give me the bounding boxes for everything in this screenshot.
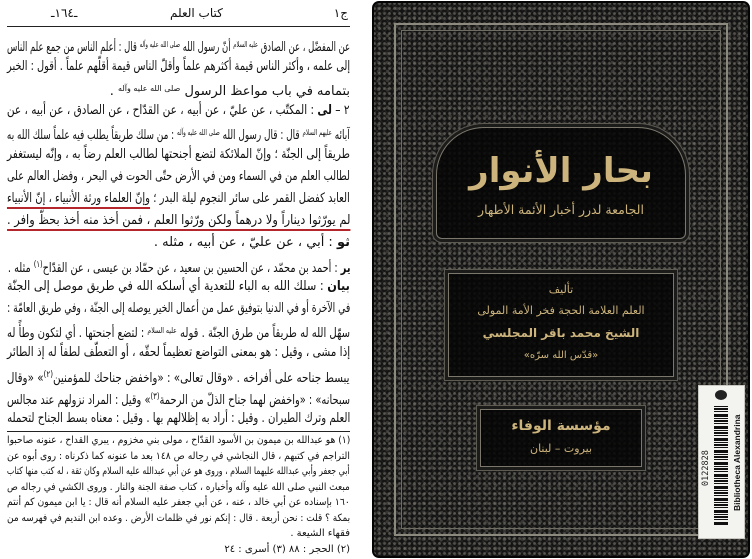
footnote-reference: (١) (33, 260, 43, 270)
cover-subtitle: الجامعة لدرر أخبار الأئمة الأطهار (478, 202, 644, 217)
text-line (7, 100, 350, 122)
honorific-ligature: عليه السلام (233, 40, 258, 49)
text-segment: » «وقال (7, 371, 45, 386)
text-line (7, 34, 350, 56)
footnote-line (7, 526, 350, 541)
cover-title: بحار الأنوار (469, 151, 653, 191)
text-line (7, 342, 350, 364)
footnote-line (7, 511, 350, 526)
source-abbreviation: بيان (327, 279, 350, 294)
footnote-text: بمكة ؟ قلت : نحن أربعة . قال : إنكم نور في ظلمات الأرض . وعده ابن النديم في فهرسه من (6, 512, 350, 524)
text-line-content (7, 276, 350, 298)
text-line-content (7, 210, 350, 232)
text-segment: : المكتّب ، عن عليّ ، عن أبيه ، عن القدّاح ، عن الصادق ، عن أبيه ، عن (7, 103, 318, 118)
publisher-name: مؤسسة الوفاء (511, 418, 611, 434)
footnote-line (7, 464, 350, 479)
text-segment: سهّل الله له طريقاً من طرق الجنّة . قوله (176, 326, 350, 341)
header-rule (7, 26, 350, 27)
honorific-ligature: عليه السلام (147, 326, 177, 335)
text-line (7, 320, 350, 342)
text-line (7, 254, 350, 276)
text-segment: » وقيل : المراد نزولهم عند مجالس (6, 393, 151, 408)
text-segment: إلى علمه ، وأكثر الناس قيمة أكثرهم علماً وأقلّ الناس قيمة أقلّهم علماً . أقول : الخبر (6, 59, 350, 74)
footnote-reference: (٣) (150, 392, 160, 402)
barcode (714, 406, 728, 526)
author-name: الشيخ محمد باقر المجلسي (482, 326, 640, 340)
footnote-separator (7, 431, 350, 432)
honorific-ligature: صلى الله عليه وآله (118, 84, 181, 93)
text-segment: لطالب العلم من في السماء ومن في الأرض حتّى الحوت في البحر ، وفضل العالم على (7, 169, 350, 184)
text-segment: . (109, 84, 119, 99)
text-line (7, 78, 350, 100)
text-line-content (7, 298, 350, 320)
footnote-line (7, 433, 350, 448)
text-segment: بتمامه في باب مواعظ الرسول (180, 84, 350, 99)
library-name: Bibliotheca Alexandrina (732, 414, 742, 512)
honorific-ligature: عليهم السلام (302, 128, 333, 137)
library-barcode-sticker (698, 385, 745, 539)
text-line-content (7, 56, 350, 78)
text-line (7, 364, 350, 386)
footnote-text: التراجم في كتبهم ، قال النجاشي في رجاله ص ١٤٨ بعد ما عنونه كما ذكرناه : روى أبوه عن (7, 450, 350, 462)
footnote-reference: (٢) (44, 370, 54, 380)
author-blessing: «قدّس الله سرّه» (523, 350, 599, 361)
honorific-ligature: صلى الله عليه وآله (177, 128, 221, 137)
text-segment: أنّ رسول الله (179, 40, 234, 55)
book-page-scan (7, 0, 350, 559)
text-segment: في الآخرة أو في الدنيا بتوفيق عمل من أعمال الخير يوصله إلى الجنّة ، وفي طريق العامّة : (6, 301, 350, 316)
text-segment: العابد كفضل القمر على سائر النجوم ليلة البدر ؛ (150, 191, 350, 206)
text-segment: : سلك الله به الباء للتعدية أي أسلكه الله في طريق موصل إلى الجنّة (7, 279, 328, 294)
text-segment: قال : قال رسول الله (220, 128, 303, 143)
red-underlined-text: وإنّ العلماء ورثة الأنبياء ، إنّ الأنبياء (7, 191, 151, 206)
source-abbreviation: ير (340, 261, 350, 276)
chapter-title: كتاب العلم (170, 6, 223, 20)
text-line (7, 188, 350, 210)
text-segment: سبحانه» : «واخفض لهما جناح الذلّ من الرحمة (159, 393, 350, 408)
text-line (7, 298, 350, 320)
barcode-number: 0122828 (701, 450, 711, 486)
footnote-line (7, 480, 350, 495)
book-cover (372, 1, 750, 558)
footnote-text: مبعث النبي صلى الله عليه وآله وأخباره ، كتاب صفة الجنة والنار . وروى الكشي في رجاله ص (7, 481, 350, 493)
text-segment: العلم وترك الطيران . وقيل : أراد به إظلالهم بها . وقيل : معناه بسط الجناح لتحمله (6, 411, 350, 426)
text-line (7, 144, 350, 166)
text-segment: : أبي ، عن عليّ ، عن أبيه ، مثله . (153, 235, 337, 250)
text-segment: قال : أعلم الناس من جمع علم الناس (6, 40, 140, 55)
text-segment: : من سلك طريقاً يطلب فيه علماً سلك الله به (7, 128, 178, 143)
text-line-content (7, 166, 350, 188)
text-line (7, 122, 350, 144)
text-line (7, 166, 350, 188)
text-segment: عن المفضّل ، عن الصادق (257, 40, 350, 55)
source-abbreviation: لى (317, 103, 333, 118)
author-titles: العلم العلامة الحجة فخر الأمة المولى (477, 304, 645, 317)
text-line-content (154, 232, 350, 254)
text-line (7, 276, 350, 298)
text-line (7, 408, 350, 430)
footnote-line (7, 542, 350, 557)
honorific-ligature: صلى الله عليه وآله (139, 40, 180, 49)
author-label: تأليف (548, 283, 574, 296)
library-logo-icon (715, 390, 727, 400)
text-segment: إذا مشى ، وقيل : هو بمعنى التواضع تعظيماً لحقّه ، أو التعطّف لطفاً له إذ الطائر (6, 345, 350, 360)
footnote-text: ١٦٠ بإسناده عن أبي خالد ، عنه ، عن أبي جعفر عليه السلام أنه قال : يا ابن ميمون كم أنتم (7, 497, 350, 508)
footnote-text: فقهاء الشيعة . (290, 528, 350, 539)
text-line-content (7, 144, 350, 166)
text-segment: يبسط جناحه على أفراخه . «وقال تعالى» : «واخفض جناحك للمؤمنين (53, 371, 350, 386)
text-segment: : لتضع أجنحتها . أي لتكون وطأً له (6, 326, 148, 341)
text-line (7, 386, 350, 408)
text-line (7, 232, 350, 254)
text-line-content (7, 342, 350, 364)
text-segment: ٢ – (332, 103, 350, 118)
footnote-text: (٢) الحجر : ٨٨ (٣) أسرى : ٢٤ (224, 543, 350, 555)
text-segment: آبائه (332, 128, 350, 143)
page-number: ـ١٦٤ـ (51, 6, 78, 20)
footnote-line (7, 449, 350, 464)
footnote-line (7, 495, 350, 510)
volume-number: ج١ (333, 6, 348, 20)
text-line-content (7, 188, 350, 210)
red-underlined-text: لم يورّثوا ديناراً ولا درهماً ولكن ورّثوا العلم ، فمن أخذ منه أخذ بحظّ وافر . (6, 213, 350, 228)
footnote-text: أبي جعفر وأبي عبدالله عليهما السلام ، وروى هو عن أبي عبدالله عليه السلام وكان ثقة ، له كتب منها كتاب (7, 466, 350, 477)
text-line-content (7, 408, 350, 430)
publisher-city: بيروت – لبنان (529, 442, 593, 455)
footnote-text: (١) هو عبدالله بن ميمون بن الأسود القدّاح ، مولى بني مخزوم ، يبري القداح ، عنونه صاحبوا (6, 435, 350, 446)
text-segment: : أحمد بن محمّد ، عن الحسين بن سعيد ، عن حمّاد بن عيسى ، عن القدّاح (42, 261, 341, 276)
text-line (7, 210, 350, 232)
text-segment: مثله . (7, 261, 34, 276)
text-line (7, 56, 350, 78)
text-segment: طريقاً إلى الجنّة ؛ وإنّ الملائكة لتضع أجنحتها لطالب العلم رضاً به ، وإنّه ليستغفر (7, 147, 350, 162)
text-line-content (7, 100, 350, 122)
source-abbreviation: ثو (336, 235, 350, 250)
